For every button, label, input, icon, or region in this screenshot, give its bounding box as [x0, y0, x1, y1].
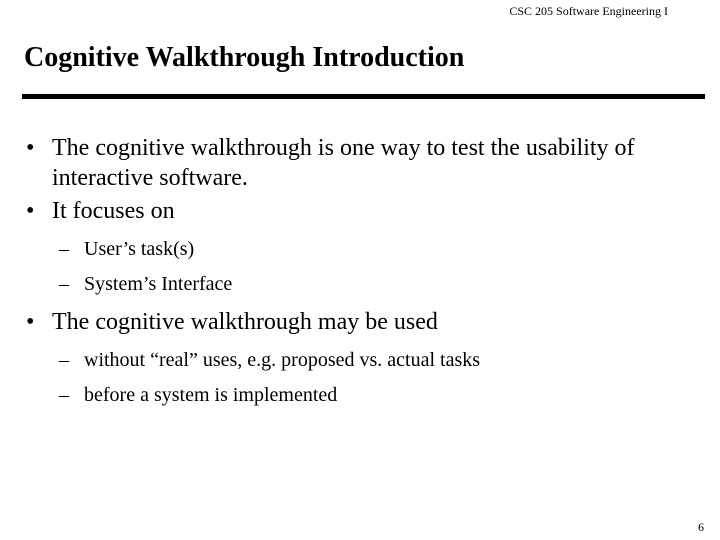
bullet-text: It focuses on — [52, 198, 175, 224]
slide-title: Cognitive Walkthrough Introduction — [24, 42, 465, 73]
slide-content — [26, 133, 710, 418]
sub-bullet-text: before a system is implemented — [84, 384, 338, 406]
dash-marker: – — [59, 238, 69, 260]
sub-bullet-item — [59, 271, 710, 297]
bullet-marker: • — [26, 309, 35, 335]
dash-marker: – — [59, 384, 69, 406]
sub-bullet-item — [59, 347, 710, 373]
sub-bullet-list — [26, 236, 710, 297]
bullet-marker: • — [26, 198, 35, 224]
sub-bullet-item — [59, 236, 710, 262]
dash-marker: – — [59, 273, 69, 295]
course-header: CSC 205 Software Engineering I — [509, 4, 668, 18]
dash-marker: – — [59, 349, 69, 371]
title-divider — [22, 94, 705, 99]
bullet-item — [26, 133, 710, 193]
sub-bullet-text: without “real” uses, e.g. proposed vs. actual tasks — [84, 349, 481, 371]
sub-bullet-text: System’s Interface — [84, 273, 233, 295]
bullet-marker: • — [26, 135, 35, 161]
sub-bullet-list — [26, 347, 710, 408]
bullet-item — [26, 307, 710, 337]
bullet-item — [26, 196, 710, 226]
bullet-text: The cognitive walkthrough may be used — [52, 309, 438, 335]
page-number: 6 — [698, 520, 704, 534]
sub-bullet-item — [59, 382, 710, 408]
bullet-text: The cognitive walkthrough is one way to test the usability of interactive software. — [52, 135, 635, 191]
sub-bullet-text: User’s task(s) — [84, 238, 195, 260]
